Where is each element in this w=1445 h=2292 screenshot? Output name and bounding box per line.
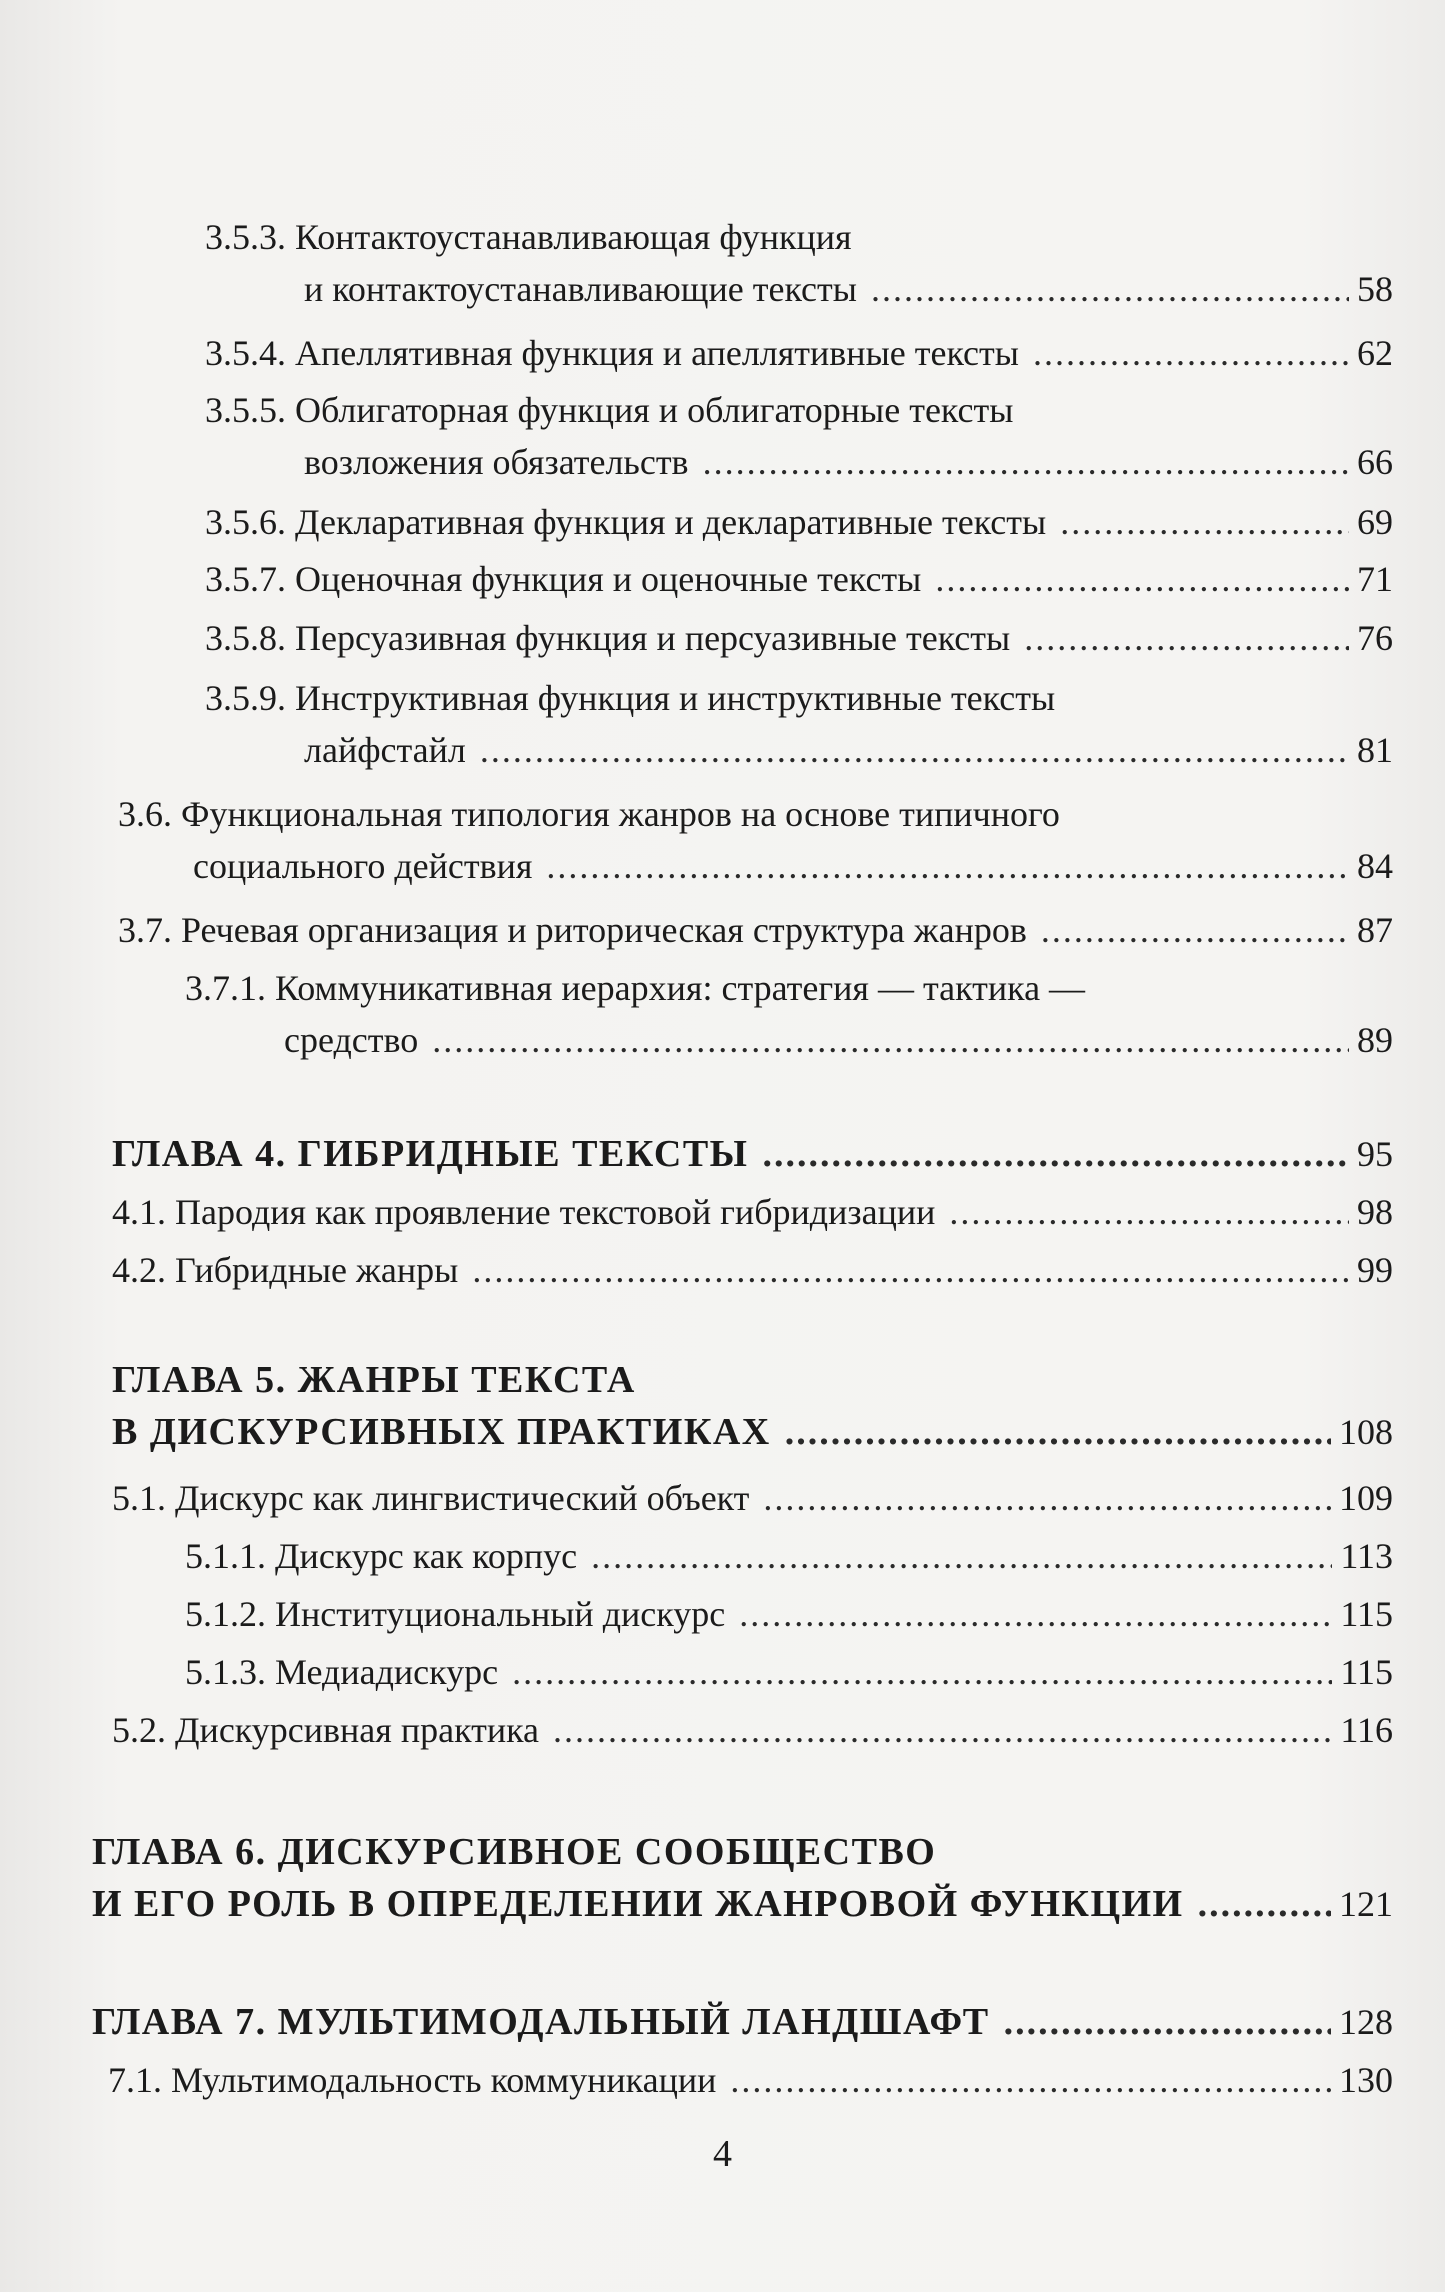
toc-chapter-entry xyxy=(112,1354,1393,1458)
dot-leader xyxy=(871,263,1349,315)
dot-leader xyxy=(546,840,1349,892)
toc-entry-title: 3.5.7. Оценочная функция и оценочные тексты xyxy=(205,559,922,599)
toc-page-number: 81 xyxy=(1357,730,1393,770)
dot-leader xyxy=(472,1244,1349,1296)
chapter-title: ГЛАВА 6. ДИСКУРСИВНОЕ СООБЩЕСТВО xyxy=(92,1831,937,1873)
chapter-title: ГЛАВА 5. ЖАНРЫ ТЕКСТА xyxy=(112,1359,636,1401)
dot-leader xyxy=(1041,904,1349,956)
dot-leader xyxy=(1004,1996,1331,2048)
toc-entry-title: 5.1.2. Институциональный дискурс xyxy=(185,1594,726,1634)
dot-leader xyxy=(553,1704,1332,1756)
dot-leader xyxy=(591,1530,1332,1582)
toc-entry xyxy=(185,962,1393,1066)
dot-leader xyxy=(703,436,1349,488)
dot-leader xyxy=(949,1186,1349,1238)
toc-page-number: 115 xyxy=(1340,1652,1393,1692)
toc-entry-title: 3.5.5. Облигаторная функция и облигаторные тексты xyxy=(205,390,1014,430)
dot-leader xyxy=(730,2054,1331,2106)
dot-leader xyxy=(1024,612,1349,664)
toc-entry-title-cont: возложения обязательств xyxy=(304,442,689,482)
toc-chapter-entry xyxy=(92,1996,1393,2048)
toc-entry-title: 5.1. Дискурс как лингвистический объект xyxy=(112,1478,750,1518)
dot-leader xyxy=(480,724,1349,776)
page-number: 4 xyxy=(713,2133,732,2175)
toc-entry xyxy=(112,1244,1393,1296)
toc-entry xyxy=(112,1186,1393,1238)
toc-entry xyxy=(185,1588,1393,1640)
toc-entry xyxy=(118,788,1393,892)
dot-leader xyxy=(1033,327,1349,379)
toc-page-number: 99 xyxy=(1357,1250,1393,1290)
toc-page-number: 116 xyxy=(1340,1710,1393,1750)
toc-entry-title-cont: и контактоустанавливающие тексты xyxy=(304,269,857,309)
toc-page-number: 95 xyxy=(1357,1134,1393,1174)
toc-page-number: 58 xyxy=(1357,269,1393,309)
chapter-title: ГЛАВА 7. МУЛЬТИМОДАЛЬНЫЙ ЛАНДШАФТ xyxy=(92,2001,990,2043)
dot-leader xyxy=(1060,496,1349,548)
dot-leader xyxy=(1198,1878,1331,1930)
toc-page-number: 128 xyxy=(1339,2002,1393,2042)
toc-entry-title: 3.7. Речевая организация и риторическая структура жанров xyxy=(118,910,1027,950)
toc-entry-title: 3.7.1. Коммуникативная иерархия: стратегия — тактика — xyxy=(185,968,1086,1008)
toc-page-number: 66 xyxy=(1357,442,1393,482)
toc-entry-title: 5.1.3. Медиадискурс xyxy=(185,1652,499,1692)
toc-page-number: 89 xyxy=(1357,1020,1393,1060)
toc-entry-title-cont: средство xyxy=(284,1020,419,1060)
toc-entry-title: 3.5.8. Персуазивная функция и персуазивные тексты xyxy=(205,618,1011,658)
toc-entry-title: 4.2. Гибридные жанры xyxy=(112,1250,459,1290)
toc-entry xyxy=(185,1646,1393,1698)
toc-page-number: 87 xyxy=(1357,910,1393,950)
toc-entry xyxy=(185,1530,1393,1582)
toc-entry xyxy=(205,553,1393,605)
toc-entry-title-cont: лайфстайл xyxy=(304,730,466,770)
toc-entry-title: 3.5.4. Апеллятивная функция и апеллятивные тексты xyxy=(205,333,1019,373)
toc-entry xyxy=(108,2054,1393,2106)
chapter-title: ГЛАВА 4. ГИБРИДНЫЕ ТЕКСТЫ xyxy=(112,1133,749,1175)
chapter-title-cont: В ДИСКУРСИВНЫХ ПРАКТИКАХ xyxy=(112,1411,771,1453)
toc-page-number: 71 xyxy=(1357,559,1393,599)
toc-entry xyxy=(112,1704,1393,1756)
toc-page-number: 113 xyxy=(1340,1536,1393,1576)
toc-page-number: 130 xyxy=(1339,2060,1393,2100)
toc-entry-title-cont: социального действия xyxy=(193,846,533,886)
toc-chapter-entry xyxy=(92,1826,1393,1930)
toc-page-number: 115 xyxy=(1340,1594,1393,1634)
toc-entry-title: 3.5.9. Инструктивная функция и инструктивные тексты xyxy=(205,678,1056,718)
toc-entry xyxy=(118,904,1393,956)
toc-page-number: 69 xyxy=(1357,502,1393,542)
toc-page-number: 84 xyxy=(1357,846,1393,886)
dot-leader xyxy=(739,1588,1332,1640)
dot-leader xyxy=(763,1472,1331,1524)
toc-page-number: 98 xyxy=(1357,1192,1393,1232)
dot-leader xyxy=(512,1646,1332,1698)
dot-leader xyxy=(432,1014,1349,1066)
dot-leader xyxy=(785,1406,1331,1458)
toc-entry-title: 7.1. Мультимодальность коммуникации xyxy=(108,2060,717,2100)
toc-entry-title: 3.6. Функциональная типология жанров на основе типичного xyxy=(118,794,1060,834)
toc-page-number: 108 xyxy=(1339,1412,1393,1452)
toc-page-number: 76 xyxy=(1357,618,1393,658)
toc-entry-title: 4.1. Пародия как проявление текстовой гибридизации xyxy=(112,1192,936,1232)
toc-page-number: 121 xyxy=(1339,1884,1393,1924)
toc-entry xyxy=(205,672,1393,776)
dot-leader xyxy=(935,553,1349,605)
toc-entry xyxy=(205,496,1393,548)
dot-leader xyxy=(762,1128,1349,1180)
toc-page-number: 62 xyxy=(1357,333,1393,373)
toc-entry xyxy=(205,612,1393,664)
toc-page-number: 109 xyxy=(1339,1478,1393,1518)
toc-entry-title: 5.2. Дискурсивная практика xyxy=(112,1710,540,1750)
toc-entry xyxy=(205,384,1393,488)
toc-entry xyxy=(205,211,1393,315)
toc-entry xyxy=(205,327,1393,379)
toc-entry-title: 5.1.1. Дискурс как корпус xyxy=(185,1536,578,1576)
toc-entry-title: 3.5.3. Контактоустанавливающая функция xyxy=(205,217,852,257)
toc-entry-title: 3.5.6. Декларативная функция и декларативные тексты xyxy=(205,502,1047,542)
chapter-title-cont: И ЕГО РОЛЬ В ОПРЕДЕЛЕНИИ ЖАНРОВОЙ ФУНКЦИИ xyxy=(92,1883,1184,1925)
toc-entry xyxy=(112,1472,1393,1524)
toc-chapter-entry xyxy=(112,1128,1393,1180)
